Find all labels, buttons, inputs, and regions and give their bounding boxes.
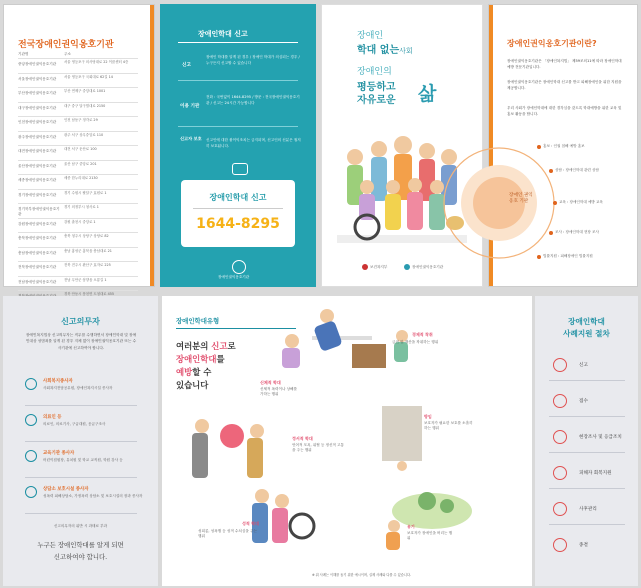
logo-org: 장애인권익옹호기관 [412,265,444,269]
institution-address: 충남 홍성군 홍북읍 충남대로 21 [64,248,112,253]
hotline-box [181,180,295,247]
about-item: 법률지원 : 피해장애인 법률지원 [543,254,593,258]
col-head-addr: 주소 [64,52,71,56]
divider [25,513,137,514]
type-name: 정서적 학대 [292,436,313,441]
headline-4: 있습니다 [176,380,209,390]
phone-icon [232,163,248,175]
table-row [18,73,138,88]
table-row [18,87,138,102]
institutions-panel [3,4,155,296]
procedure-panel [535,296,638,586]
hotline-number: 1644-8295 [196,216,280,232]
table-row [18,218,138,233]
types-section: 장애인학대유형 [176,317,220,325]
reporter-group-desc: 성폭력 피해상담소, 가정폭력 상담소 및 보호시설의 장과 종사자 [43,494,143,498]
institution-address: 대전 서구 둔산로 100 [64,147,97,151]
institution-address: 울산 남구 중앙로 201 [64,161,97,166]
table-row [18,58,138,73]
abuse-illustrations [162,296,532,586]
cover-life: 삶 [418,83,437,105]
step-icon [553,358,567,372]
step-label: 종결 [579,543,588,548]
type-name: 방임 [424,414,432,419]
institution-address: 광주 서구 상무중앙로 110 [64,132,104,137]
type-desc: 신체적 폭력이나 상해를 가하는 행위 [260,387,297,396]
text-protect: 신고인에 대한 불이익조치는 금지되며, 신고인의 신분은 철저히 보호됩니다. [206,138,301,148]
divider [549,488,625,489]
text-report: 장애인 학대를 알게 된 경우 / 장애인 학대가 의심되는 경우 / 누구든지 신고할 수 있습니다 [206,55,300,65]
institution-address: 전북 전주시 완산구 효자로 225 [64,263,111,267]
about-para2: 장애인권익옹호기관은 장애인학대 신고를 받고 피해장애인을 위한 지원을 제공합니다. [507,80,622,90]
headline-2: 장애인학대를 [176,354,225,364]
institution-name: 인천장애인권익옹호기관 [18,120,57,124]
reporters-panel [3,296,158,586]
reporter-group-title: 의료인 등 [43,415,62,420]
report-title: 장애인학대 신고 [198,30,248,38]
divider [549,524,625,525]
type-desc: 보호자가 필요한 보호를 소홀히 하는 행위 [424,421,473,430]
institution-name: 서울장애인권익옹호기관 [18,76,57,81]
step-label: 접수 [579,399,588,404]
table-row [18,247,138,262]
people-illustration [337,125,467,255]
institution-name: 경기북부장애인권익옹호기관 [18,207,60,216]
step-label: 현장조사 및 응급조치 [579,435,622,440]
table-row [18,261,138,276]
orange-edge [150,5,154,286]
divider [178,126,298,127]
org-logo-icon [404,264,410,270]
about-title: 장애인권익옹호기관이란? [507,39,597,48]
bottom-line2: 신고하여야 합니다. [53,553,108,561]
reporters-note: 신고의무자의 위반 시 과태료 부과 [53,524,108,528]
step-label: 신고 [579,363,588,368]
cover-line5: 자유로운 [357,95,396,106]
institution-name: 대구장애인권익옹호기관 [18,105,57,110]
institution-name: 중앙장애인권익옹호기관 [18,62,57,66]
label-protect: 신고자 보호 [180,136,202,141]
reporter-group-icon [25,378,37,390]
table-row [18,116,138,131]
institution-address: 경기 수원시 팔달구 효원로 1 [64,190,107,195]
org-logo-icon [232,260,246,274]
about-para3: 우리 사회가 장애인학대에 대한 경각심을 갖도록 학대예방을 위한 교육 및 홍보 활동을 합니다. [507,106,622,116]
institution-name: 세종장애인권익옹호기관 [18,178,57,182]
institution-name: 충북장애인권익옹호기관 [18,236,57,240]
institutions-table [18,58,138,319]
type-name: 성적 학대 [242,521,259,526]
institution-name: 경기장애인권익옹호기관 [18,192,57,197]
table-row [18,174,138,189]
text-use: 전화 : 국번없이 1644-8295 / 방문 : 전국장애인권익옹호기관 / 신고는 24시간 가능합니다 [206,95,300,105]
step-icon [553,430,567,444]
table-row [18,203,138,218]
type-desc: 금전 및 재산을 착취하는 행위 [392,340,439,344]
divider [549,452,625,453]
reporters-title: 신고의무자 [61,317,100,326]
table-row [18,232,138,247]
institution-name: 광주장애인권익옹호기관 [18,134,57,139]
table-row [18,131,138,146]
reporter-group-title: 상담소 보호시설 종사자 [43,487,89,492]
institution-address: 경기 의정부시 청사로 1 [64,205,99,209]
table-row [18,276,138,291]
institution-name: 전남장애인권익옹호기관 [18,279,57,284]
type-desc: 언어적 모욕, 위협 등 정신적 고통을 주는 행위 [292,443,344,452]
reporter-group-icon [25,414,37,426]
institution-name: 강원장애인권익옹호기관 [18,221,57,226]
table-row [18,102,138,117]
table-row [18,160,138,175]
cover-line2: 학대 없는사회 [357,45,413,56]
reporters-intro: 장애인복지법상 신고의무자는 직무를 수행하면서 장애인학대 및 장애인대상 성범죄를 알게 된 경우 지체 없이 장애인권익옹호기관 또는 수사기관에 신고하여야 합니다. [25,333,137,350]
reporter-group-title: 사회복지종사자 [43,379,73,384]
institution-name: 대전장애인권익옹호기관 [18,149,57,153]
institution-address: 인천 남동구 정각로 29 [64,118,98,122]
reporter-group-title: 교육기관 종사자 [43,451,75,456]
step-label: 사후관리 [579,507,597,512]
institution-address: 전남 무안군 삼향읍 오룡길 1 [64,277,107,282]
about-para1: 장애인권익옹호기관은 「장애인복지법」 제59조의11에 따라 장애인학대 예방 전문기관입니다. [507,59,622,69]
reporter-group-icon [25,450,37,462]
label-report: 신고 [182,63,191,68]
about-diagram [489,133,639,283]
reporter-group-desc: 의료인, 의료기사, 구급대원, 응급구조사 [43,422,106,426]
bottom-line1: 누구든 장애인학대를 알게 되면 [37,541,124,549]
divider [25,477,137,478]
divider [178,42,298,43]
procedure-title2: 사례지원 절차 [563,329,610,338]
divider [549,380,625,381]
table-row [18,189,138,204]
report-panel [160,4,316,287]
cover-line3: 장애인의 [357,67,392,77]
institution-address: 부산 연제구 중앙대로 1001 [64,89,106,93]
institution-name: 전북장애인권익옹호기관 [18,265,57,269]
divider [178,80,298,81]
about-item: 조사 : 장애인학대 현장 조사 [555,230,599,234]
step-icon [553,466,567,480]
step-icon [553,502,567,516]
institution-address: 강원 춘천시 중앙로 1 [64,219,96,224]
type-name: 유기 [407,524,415,529]
about-item: 교육 : 장애인학대 예방 교육 [559,200,603,204]
institution-address: 경북 안동시 풍천면 도청대로 455 [64,292,115,296]
institution-address: 충북 청주시 상당구 상당로 82 [64,234,109,238]
divider [25,405,137,406]
about-panel [488,4,638,287]
about-center: 장애인 권익옹호 기관 [509,193,533,204]
institution-name: 울산장애인권익옹호기관 [18,163,57,168]
type-name: 경제적 착취 [412,332,433,337]
institution-address: 서울 영등포구 의사당대로 22 이룸센터 4층 [64,60,129,64]
cover-line1: 장애인 [357,31,384,41]
step-icon [553,538,567,552]
institution-address: 대구 중구 달구벌대로 2150 [64,103,106,108]
headline-1: 여러분의 신고로 [176,341,236,351]
footer-logo: 장애인권익옹호기관 [218,275,250,279]
types-footnote: ※ 위 사례는 이해를 돕기 위한 예시이며, 실제 사례와 다를 수 있습니다. [312,573,411,577]
headline-3: 예방할 수 [176,367,212,377]
type-name: 신체적 학대 [260,380,281,385]
cover-line4: 평등하고 [357,82,396,93]
col-head-name: 기관명 [18,52,29,56]
divider [549,416,625,417]
abuse-types-panel [162,296,532,586]
hotline-title: 장애인학대 신고 [209,193,267,202]
institution-address: 서울 영등포구 국회대로 62길 14 [64,74,113,79]
divider [193,208,283,209]
label-use: 이용 기관 [180,104,200,109]
about-item: 홍보 : 인권 침해 예방 홍보 [543,144,585,148]
type-desc: 성희롱, 성폭행 등 성적 수치심을 주는 행위 [198,529,257,538]
about-item: 상담 : 장애인학대 관련 상담 [555,168,599,172]
cover-panel [321,4,483,287]
gov-logo-icon [362,264,368,270]
procedure-title1: 장애인학대 [568,317,605,326]
divider [25,441,137,442]
table-row [18,145,138,160]
institution-name: 충남장애인권익옹호기관 [18,250,57,255]
institutions-title: 전국장애인권익옹호기관 [18,40,114,50]
step-icon [553,394,567,408]
logo-ministry: 보건복지부 [370,265,388,269]
institution-address: 세종 한누리대로 2130 [64,176,98,180]
reporter-group-icon [25,486,37,498]
reporter-group-desc: 어린이집원장, 유치원 및 학교 교직원, 학원 강사 등 [43,458,123,462]
type-desc: 보호자가 장애인을 버리는 행위 [407,531,453,540]
institution-name: 부산장애인권익옹호기관 [18,91,57,95]
reporter-group-desc: 사회복지전담공무원, 장애인복지시설 종사자 [43,386,113,390]
step-label: 피해자 회복지원 [579,471,612,476]
